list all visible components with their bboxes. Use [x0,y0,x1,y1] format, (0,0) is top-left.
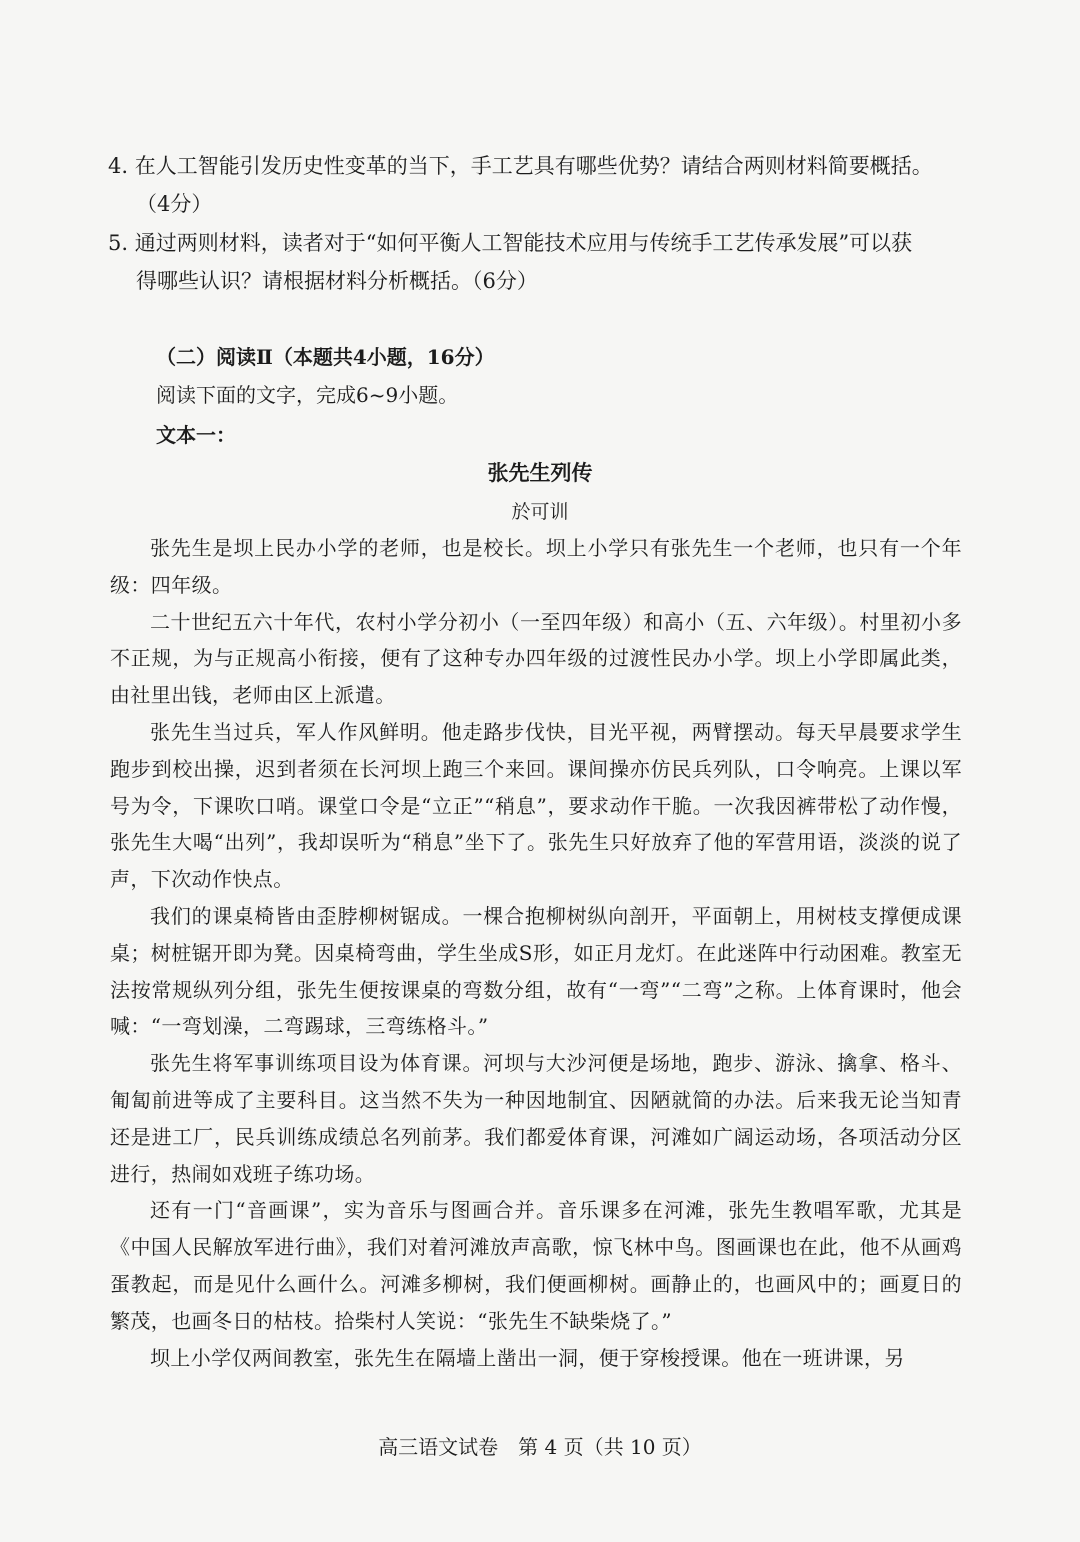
text-label: 文本一： [156,423,236,447]
question-5 [108,224,968,300]
article-paragraph: 还有一门“音画课”，实为音乐与图画合并。音乐课多在河滩，张先生教唱军歌，尤其是《中国人民解放军进行曲》，我们对着河滩放声高歌，惊飞林中鸟。图画课也在此，他不从画鸡蛋教起，而是见什么画什么。河滩多柳树，我们便画柳树。画静止的，也画风中的；画夏日的繁茂，也画冬日的枯枝。拾柴村人笑说：“张先生不缺柴烧了。” [110,1198,962,1333]
question-4-text: 4. 在人工智能引发历史性变革的当下，手工艺具有哪些优势？请结合两则材料简要概括。 [108,154,933,178]
question-5-cont: 得哪些认识？请根据材料分析概括。（6分） [136,269,538,293]
question-4-score: （4分） [136,192,213,216]
article-body [110,530,962,1376]
article-author: 於可训 [511,501,569,523]
article-paragraph: 张先生当过兵，军人作风鲜明。他走路步伐快，目光平视，两臂摆动。每天早晨要求学生跑步到校出操，迟到者须在长河坝上跑三个来回。课间操亦仿民兵列队，口令响亮。上课以军号为令，下课吹口哨。课堂口令是“立正”“稍息”，要求动作干脆。一次我因裤带松了动作慢，张先生大喝“出列”，我却误听为“稍息”坐下了。张先生只好放弃了他的军营用语，淡淡的说了声，下次动作快点。 [110,719,962,892]
section-instruction: 阅读下面的文字，完成6~9小题。 [156,383,459,407]
page-footer: 高三语文试卷 第 4 页（共 10 页） [378,1435,702,1459]
section-heading: （二）阅读Ⅱ（本题共4小题，16分） [156,345,495,369]
question-5-text: 5. 通过两则材料，读者对于“如何平衡人工智能技术应用与传统手工艺传承发展”可以获 [108,231,913,255]
article-paragraph: 张先生是坝上民办小学的老师，也是校长。坝上小学只有张先生一个老师，也只有一个年级：四年级。 [110,536,962,597]
article-paragraph: 我们的课桌椅皆由歪脖柳树锯成。一棵合抱柳树纵向剖开，平面朝上，用树枝支撑便成课桌；树桩锯开即为凳。因桌椅弯曲，学生坐成S形，如正月龙灯。在此迷阵中行动困难。教室无法按常规纵列分组，张先生便按课桌的弯数分组，故有“一弯”“二弯”之称。上体育课时，他会喊：“一弯划澡，二弯踢球，三弯练格斗。” [110,903,962,1039]
question-4 [108,147,968,223]
article-paragraph: 二十世纪五六十年代，农村小学分初小（一至四年级）和高小（五、六年级）。村里初小多不正规，为与正规高小衔接，便有了这种专办四年级的过渡性民办小学。坝上小学即属此类，由社里出钱，老师由区上派遣。 [110,609,962,708]
article-paragraph: 坝上小学仅两间教室，张先生在隔墙上凿出一洞，便于穿梭授课。他在一班讲课，另 [150,1345,905,1370]
article-title: 张先生列传 [487,460,593,485]
article-paragraph: 张先生将军事训练项目设为体育课。河坝与大沙河便是场地，跑步、游泳、擒拿、格斗、匍匐前进等成了主要科目。这当然不失为一种因地制宜、因陋就简的办法。后来我无论当知青还是进工厂，民兵训练成绩总名列前茅。我们都爱体育课，河滩如广阔运动场，各项活动分区进行，热闹如戏班子练功场。 [110,1051,962,1186]
